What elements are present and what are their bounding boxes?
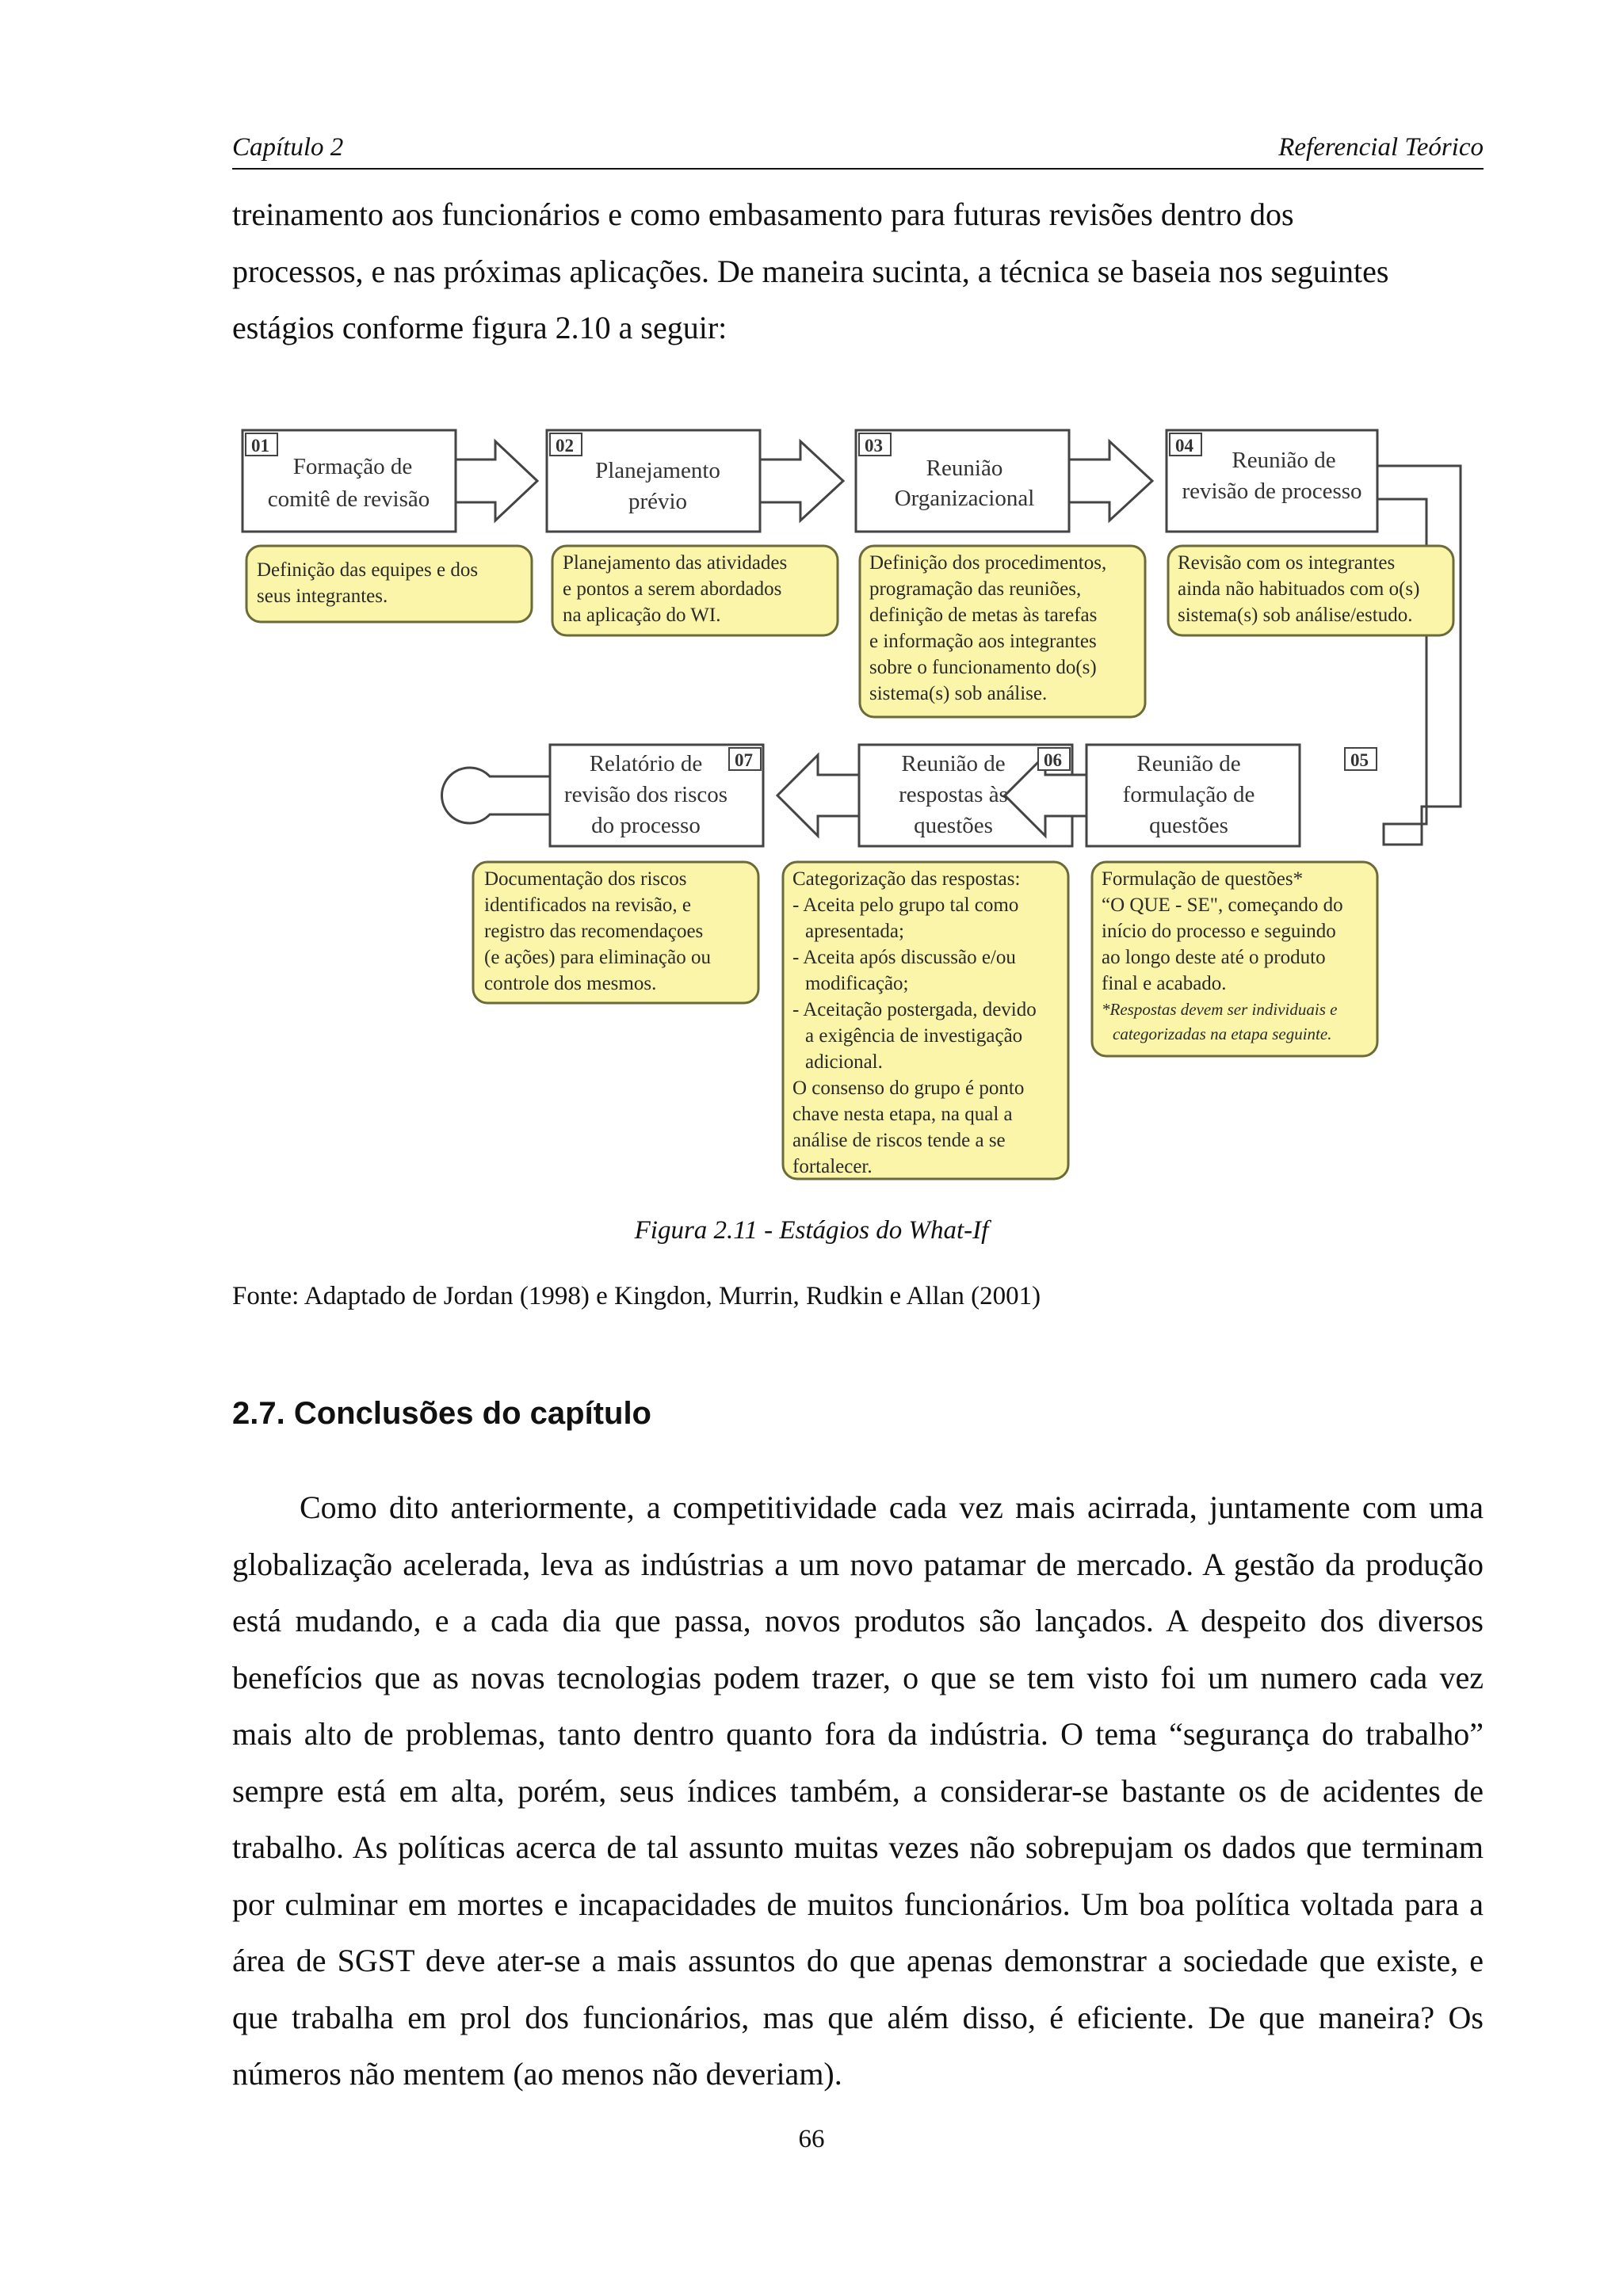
stage-07-title: revisão dos riscos — [563, 782, 728, 807]
stage-03-note-line: Definição dos procedimentos, — [869, 552, 1107, 574]
stage-01-note-line: Definição das equipes e dos — [257, 559, 479, 581]
stage-06-title: questões — [914, 813, 993, 838]
stage-07-note-line: (e ações) para eliminação ou — [484, 947, 711, 968]
running-header-chapter: Capítulo 2 — [232, 133, 344, 162]
conclusion-text: Como dito anteriormente, a competitividade cada vez mais acirrada, juntamente com uma globalização acelerada, leva as indústrias a um novo patamar de mercado. A gestão da produção está mudando, e a cada dia que passa, novos produtos são lançados. A despeito dos diversos benefícios que as novas tecnologias podem trazer, o que se tem visto foi um numero cada vez mais alto de problemas, tanto dentro quanto fora da indústria. O tema “segurança do trabalho” sempre está em alta, porém, seus índices também, a considerar-se bastante os de acidentes de trabalho. As políticas acerca de tal assunto muitas vezes não sobrepujam os dados que terminam por culminar em mortes e incapacidades de muitos funcionários. Um boa política voltada para a área de SGST deve ater-se a mais assuntos do que apenas demonstrar a sociedade que existe, e que trabalha em prol dos funcionários, mas que além disso, é eficiente. De que maneira? Os números não mentem (ao menos não deveriam). — [232, 1489, 1484, 2092]
intro-line: estágios conforme figura 2.10 a seguir: — [232, 310, 727, 345]
stage-01-title: Formação de — [292, 454, 413, 479]
conclusion-paragraph — [232, 1479, 1484, 2103]
stage-03-note-line: sistema(s) sob análise. — [869, 683, 1048, 704]
stage-05-footnote: *Respostas devem ser individuais e — [1102, 1000, 1338, 1019]
stage-03-title: Reunião — [926, 456, 1003, 481]
stage-06-note-line: O consenso do grupo é ponto — [792, 1077, 1025, 1099]
stage-05-title: formulação de — [1122, 782, 1255, 807]
stage-07-note-line: controle dos mesmos. — [484, 973, 657, 994]
stage-04-note-line: ainda não habituados com o(s) — [1178, 578, 1420, 600]
stage-04-note-line: sistema(s) sob análise/estudo. — [1178, 605, 1413, 626]
stage-07-title: do processo — [591, 813, 701, 838]
stage-06-note-line: fortalecer. — [792, 1156, 873, 1177]
arrow-right-icon — [1069, 441, 1152, 521]
stage-04-title: Reunião de — [1232, 448, 1336, 473]
stage-06-note-line: Categorização das respostas: — [792, 868, 1021, 890]
stage-02-note-line: Planejamento das atividades — [563, 552, 788, 574]
stage-02-title: prévio — [628, 489, 688, 514]
connector-arrow — [1377, 466, 1461, 845]
stage-06-note-line: chave nesta etapa, na qual a — [792, 1104, 1013, 1125]
stage-06-note-line: - Aceita após discussão e/ou — [792, 947, 1016, 968]
stage-05-note-line: ao longo deste até o produto — [1102, 947, 1326, 968]
stage-05-title: Reunião de — [1136, 751, 1241, 776]
stage-06-number: 06 — [1044, 750, 1062, 770]
stage-04-note-line: Revisão com os integrantes — [1178, 552, 1396, 574]
stage-07-title: Relatório de — [589, 751, 703, 776]
stage-06-note-line: adicional. — [805, 1051, 883, 1073]
stage-03-note-line: sobre o funcionamento do(s) — [869, 657, 1097, 678]
arrow-right-icon — [456, 441, 537, 521]
stage-06-note-line: modificação; — [805, 973, 909, 994]
stage-05-note-line: “O QUE - SE", começando do — [1102, 894, 1343, 916]
stage-02-note-line: na aplicação do WI. — [563, 605, 721, 626]
stage-07-note-line: registro das recomendaçoes — [484, 921, 704, 942]
end-terminal-icon — [442, 768, 550, 823]
stage-03-number: 03 — [865, 436, 883, 456]
stage-03-note-line: e informação aos integrantes — [869, 631, 1097, 652]
arrow-left-icon — [777, 755, 859, 836]
intro-line: processos, e nas próximas aplicações. De maneira sucinta, a técnica se baseia nos seguintes — [232, 253, 1389, 289]
stage-01-note — [246, 546, 532, 622]
section-title: 2.7. Conclusões do capítulo — [232, 1396, 651, 1431]
stage-05-footnote: categorizadas na etapa seguinte. — [1113, 1024, 1332, 1043]
stage-04-number: 04 — [1175, 436, 1193, 456]
stage-01-title: comitê de revisão — [267, 486, 430, 512]
stage-06-note-line: apresentada; — [805, 921, 904, 942]
stage-05-note-line: Formulação de questões* — [1102, 868, 1304, 890]
stage-07-note-line: Documentação dos riscos — [484, 868, 687, 890]
stage-06-title: respostas às — [899, 782, 1008, 807]
stage-03-note-line: programação das reuniões, — [869, 578, 1082, 600]
stage-02-note-line: e pontos a serem abordados — [563, 578, 782, 600]
stage-03-title: Organizacional — [894, 486, 1035, 511]
stage-06-title: Reunião de — [901, 751, 1006, 776]
arrow-right-icon — [760, 441, 843, 521]
stage-01-note-line: seus integrantes. — [257, 585, 388, 607]
stage-06-note-line: - Aceitação postergada, devido — [792, 999, 1037, 1020]
stage-05-note-line: início do processo e seguindo — [1102, 921, 1336, 942]
stage-04-title: revisão de processo — [1182, 479, 1362, 504]
stage-05-note-line: final e acabado. — [1102, 973, 1227, 994]
stage-06-note-line: análise de riscos tende a se — [792, 1130, 1006, 1151]
stage-05-title: questões — [1149, 813, 1228, 838]
page-number: 66 — [798, 2125, 825, 2153]
stage-02-title: Planejamento — [595, 458, 720, 483]
intro-line: treinamento aos funcionários e como embasamento para futuras revisões dentro dos — [232, 196, 1294, 232]
stage-06-note-line: - Aceita pelo grupo tal como — [792, 894, 1019, 916]
stage-01-number: 01 — [251, 436, 269, 456]
stage-05-number: 05 — [1350, 750, 1369, 770]
stage-07-note-line: identificados na revisão, e — [484, 894, 692, 916]
figure-caption: Figura 2.11 - Estágios do What-If — [634, 1216, 989, 1245]
figure-source: Fonte: Adaptado de Jordan (1998) e Kingdon, Murrin, Rudkin e Allan (2001) — [232, 1282, 1041, 1310]
running-header-section: Referencial Teórico — [1278, 133, 1484, 162]
stage-06-note-line: a exigência de investigação — [805, 1025, 1023, 1047]
stage-03-note-line: definição de metas às tarefas — [869, 605, 1098, 626]
stage-02-number: 02 — [556, 436, 574, 456]
stage-07-number: 07 — [735, 750, 753, 770]
